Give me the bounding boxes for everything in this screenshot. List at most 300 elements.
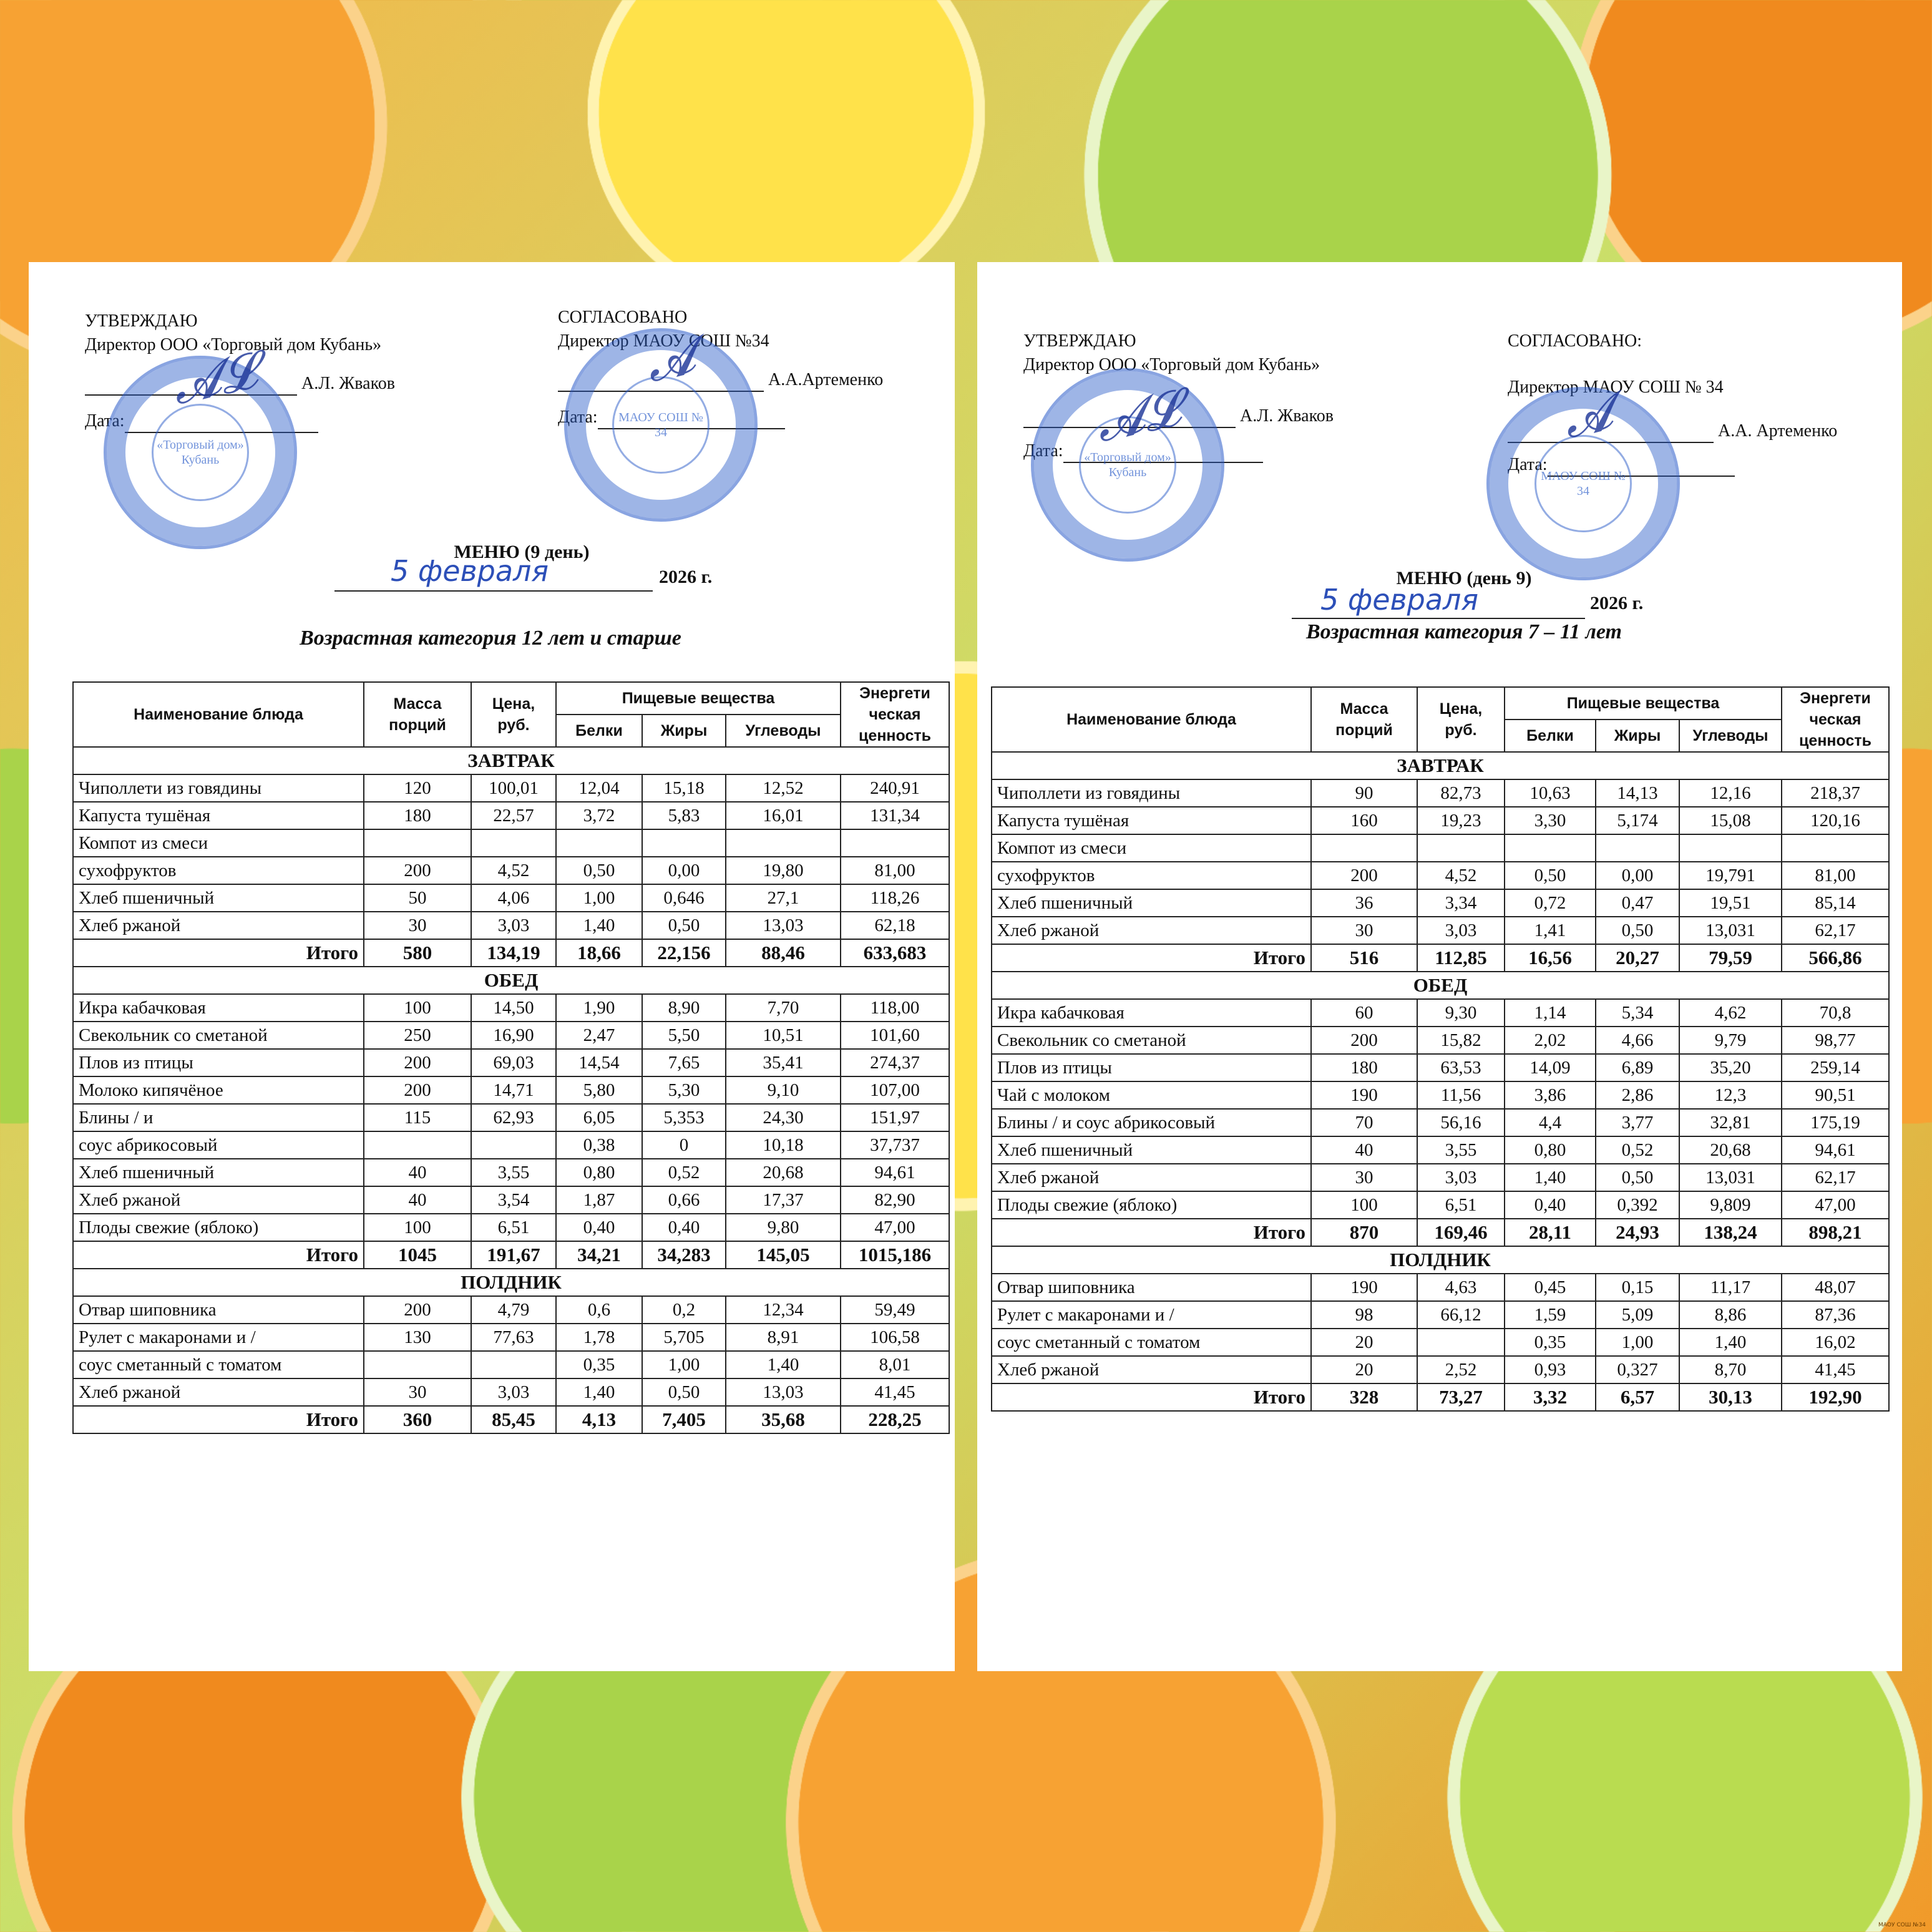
value-cell: 20: [1311, 1356, 1417, 1383]
section-header-row: [73, 1269, 949, 1296]
value-cell: 47,00: [1782, 1191, 1889, 1219]
col-header-price: Цена, руб.: [471, 682, 556, 747]
dish-name-cell: Хлеб пшеничный: [992, 1136, 1311, 1164]
value-cell: 13,03: [726, 1378, 841, 1406]
total-value: 138,24: [1679, 1219, 1782, 1246]
total-value: 192,90: [1782, 1383, 1889, 1411]
table-row: [73, 1214, 949, 1241]
value-cell: 94,61: [841, 1159, 949, 1186]
menu-table: [72, 681, 950, 1434]
dish-name-cell: Хлеб ржаной: [992, 1356, 1311, 1383]
dish-name-cell: Капуста тушёная: [992, 807, 1311, 834]
value-cell: [1596, 834, 1679, 862]
value-cell: 0,327: [1596, 1356, 1679, 1383]
value-cell: 3,55: [471, 1159, 556, 1186]
dish-name-cell: Икра кабачковая: [992, 999, 1311, 1027]
value-cell: 8,86: [1679, 1301, 1782, 1329]
value-cell: [1505, 834, 1596, 862]
total-value: 4,13: [556, 1406, 642, 1433]
table-row: [992, 917, 1889, 944]
value-cell: 0,50: [642, 1378, 726, 1406]
menu-sheet-7-11: [977, 262, 1902, 1671]
signature-artemenko: 𝓐: [641, 326, 701, 394]
value-cell: 77,63: [471, 1324, 556, 1351]
total-value: 30,13: [1679, 1383, 1782, 1411]
value-cell: [1417, 1329, 1505, 1356]
section-header-row: [992, 752, 1889, 779]
section-title: ОБЕД: [73, 967, 949, 994]
table-row: [992, 1164, 1889, 1191]
value-cell: 0,50: [1596, 1164, 1679, 1191]
table-row: [73, 1324, 949, 1351]
value-cell: 4,52: [1417, 862, 1505, 889]
total-value: 7,405: [642, 1406, 726, 1433]
value-cell: 0,47: [1596, 889, 1679, 917]
value-cell: 0,40: [556, 1214, 642, 1241]
value-cell: 4,62: [1679, 999, 1782, 1027]
value-cell: 69,03: [471, 1049, 556, 1076]
total-value: 20,27: [1596, 944, 1679, 972]
value-cell: 41,45: [841, 1378, 949, 1406]
value-cell: 100: [1311, 1191, 1417, 1219]
value-cell: [364, 1351, 471, 1378]
value-cell: 3,03: [471, 1378, 556, 1406]
value-cell: 100: [364, 1214, 471, 1241]
value-cell: [364, 829, 471, 857]
total-label: Итого: [992, 944, 1311, 972]
total-label: Итого: [73, 939, 364, 967]
value-cell: 90: [1311, 779, 1417, 807]
menu-date-handwritten: 5 февраля: [391, 554, 549, 588]
value-cell: 131,34: [841, 802, 949, 829]
value-cell: 259,14: [1782, 1054, 1889, 1081]
value-cell: 0,93: [1505, 1356, 1596, 1383]
dish-name-cell: соус абрикосовый: [73, 1131, 364, 1159]
dish-name-cell: Рулет с макаронами и /: [992, 1301, 1311, 1329]
value-cell: 0,50: [1596, 917, 1679, 944]
table-row: [73, 1022, 949, 1049]
total-value: 35,68: [726, 1406, 841, 1433]
value-cell: 0,52: [642, 1159, 726, 1186]
value-cell: 98,77: [1782, 1027, 1889, 1054]
table-row: [73, 994, 949, 1022]
value-cell: 19,51: [1679, 889, 1782, 917]
value-cell: 0,00: [642, 857, 726, 884]
value-cell: 19,791: [1679, 862, 1782, 889]
value-cell: 0,52: [1596, 1136, 1679, 1164]
table-row: [73, 829, 949, 857]
value-cell: [1417, 834, 1505, 862]
value-cell: 200: [1311, 862, 1417, 889]
value-cell: 4,52: [471, 857, 556, 884]
value-cell: 30: [1311, 1164, 1417, 1191]
total-label: Итого: [992, 1219, 1311, 1246]
value-cell: 180: [1311, 1054, 1417, 1081]
value-cell: [1679, 834, 1782, 862]
value-cell: 15,08: [1679, 807, 1782, 834]
value-cell: 50: [364, 884, 471, 912]
value-cell: 48,07: [1782, 1274, 1889, 1301]
value-cell: 180: [364, 802, 471, 829]
col-header-nutrients: Пищевые вещества: [556, 682, 841, 715]
dish-name-cell: Свекольник со сметаной: [992, 1027, 1311, 1054]
total-value: 870: [1311, 1219, 1417, 1246]
value-cell: 14,71: [471, 1076, 556, 1104]
total-value: 34,21: [556, 1241, 642, 1269]
value-cell: 82,90: [841, 1186, 949, 1214]
agreed-name: А.А. Артеменко: [1718, 421, 1838, 441]
value-cell: 62,17: [1782, 917, 1889, 944]
value-cell: 30: [1311, 917, 1417, 944]
value-cell: 12,3: [1679, 1081, 1782, 1109]
value-cell: 16,02: [1782, 1329, 1889, 1356]
value-cell: 160: [1311, 807, 1417, 834]
total-row: [992, 944, 1889, 972]
value-cell: 37,737: [841, 1131, 949, 1159]
value-cell: 13,031: [1679, 1164, 1782, 1191]
value-cell: 120,16: [1782, 807, 1889, 834]
stamp-trade-house: «Торговый дом» Кубань: [104, 356, 297, 549]
value-cell: 6,05: [556, 1104, 642, 1131]
total-row: [73, 1406, 949, 1433]
footer-tag: МАОУ СОШ №34: [1878, 1922, 1926, 1928]
value-cell: 22,57: [471, 802, 556, 829]
table-row: [73, 1104, 949, 1131]
value-cell: [364, 1131, 471, 1159]
value-cell: 1,00: [1596, 1329, 1679, 1356]
table-row: [992, 889, 1889, 917]
value-cell: 106,58: [841, 1324, 949, 1351]
dish-name-cell: Хлеб пшеничный: [992, 889, 1311, 917]
value-cell: 5,09: [1596, 1301, 1679, 1329]
value-cell: 1,14: [1505, 999, 1596, 1027]
section-header-row: [73, 967, 949, 994]
value-cell: 66,12: [1417, 1301, 1505, 1329]
table-row: [992, 999, 1889, 1027]
value-cell: 12,52: [726, 774, 841, 802]
menu-year: 2026 г.: [659, 567, 713, 587]
value-cell: 15,82: [1417, 1027, 1505, 1054]
value-cell: 4,06: [471, 884, 556, 912]
dish-name-cell: сухофруктов: [992, 862, 1311, 889]
age-category: Возрастная категория 7 – 11 лет: [1305, 620, 1622, 643]
value-cell: 70: [1311, 1109, 1417, 1136]
col-header-protein: Белки: [556, 715, 642, 747]
value-cell: 11,17: [1679, 1274, 1782, 1301]
dish-name-cell: Свекольник со сметаной: [73, 1022, 364, 1049]
table-row: [73, 857, 949, 884]
total-value: 88,46: [726, 939, 841, 967]
value-cell: 1,87: [556, 1186, 642, 1214]
dish-name-cell: Чиполлети из говядины: [73, 774, 364, 802]
value-cell: 15,18: [642, 774, 726, 802]
dish-name-cell: Чиполлети из говядины: [992, 779, 1311, 807]
value-cell: 1,00: [556, 884, 642, 912]
value-cell: 200: [1311, 1027, 1417, 1054]
menu-title: МЕНЮ (день 9): [1396, 568, 1532, 588]
dish-name-cell: соус сметанный с томатом: [992, 1329, 1311, 1356]
total-value: 6,57: [1596, 1383, 1679, 1411]
value-cell: 9,10: [726, 1076, 841, 1104]
total-value: 73,27: [1417, 1383, 1505, 1411]
value-cell: 218,37: [1782, 779, 1889, 807]
value-cell: 5,83: [642, 802, 726, 829]
value-cell: 90,51: [1782, 1081, 1889, 1109]
value-cell: 0: [642, 1131, 726, 1159]
value-cell: 3,03: [471, 912, 556, 939]
value-cell: [642, 829, 726, 857]
value-cell: 41,45: [1782, 1356, 1889, 1383]
value-cell: 1,78: [556, 1324, 642, 1351]
table-row: [73, 774, 949, 802]
value-cell: 14,13: [1596, 779, 1679, 807]
value-cell: 30: [364, 1378, 471, 1406]
table-row: [992, 1054, 1889, 1081]
value-cell: 0,00: [1596, 862, 1679, 889]
value-cell: 3,72: [556, 802, 642, 829]
value-cell: 0,45: [1505, 1274, 1596, 1301]
value-cell: 13,03: [726, 912, 841, 939]
agreed-position: Директор МАОУ СОШ № 34: [1508, 378, 1724, 397]
value-cell: 20,68: [726, 1159, 841, 1186]
total-value: 566,86: [1782, 944, 1889, 972]
value-cell: 0,66: [642, 1186, 726, 1214]
section-title: ЗАВТРАК: [73, 747, 949, 774]
value-cell: 4,66: [1596, 1027, 1679, 1054]
dish-name-cell: Плоды свежие (яблоко): [73, 1214, 364, 1241]
value-cell: 9,809: [1679, 1191, 1782, 1219]
value-cell: 250: [364, 1022, 471, 1049]
total-label: Итого: [992, 1383, 1311, 1411]
value-cell: 32,81: [1679, 1109, 1782, 1136]
total-value: 169,46: [1417, 1219, 1505, 1246]
value-cell: 1,40: [556, 1378, 642, 1406]
section-header-row: [992, 972, 1889, 999]
value-cell: 5,80: [556, 1076, 642, 1104]
value-cell: 7,70: [726, 994, 841, 1022]
value-cell: 2,52: [1417, 1356, 1505, 1383]
total-value: 633,683: [841, 939, 949, 967]
col-header-name: Наименование блюда: [73, 682, 364, 747]
dish-name-cell: Компот из смеси: [992, 834, 1311, 862]
table-row: [992, 834, 1889, 862]
table-row: [73, 884, 949, 912]
approve-name: А.Л. Жваков: [301, 374, 395, 393]
value-cell: 8,01: [841, 1351, 949, 1378]
value-cell: 56,16: [1417, 1109, 1505, 1136]
dish-name-cell: Отвар шиповника: [992, 1274, 1311, 1301]
value-cell: 14,50: [471, 994, 556, 1022]
value-cell: 100: [364, 994, 471, 1022]
table-row: [992, 1109, 1889, 1136]
col-header-mass: Масса порций: [1311, 687, 1417, 752]
value-cell: 2,47: [556, 1022, 642, 1049]
col-header-carbs: Углеводы: [726, 715, 841, 747]
total-value: 3,32: [1505, 1383, 1596, 1411]
table-row: [992, 1081, 1889, 1109]
value-cell: 8,90: [642, 994, 726, 1022]
value-cell: 200: [364, 1076, 471, 1104]
value-cell: 8,70: [1679, 1356, 1782, 1383]
signature-artemenko: 𝓐: [1558, 382, 1618, 450]
table-row: [73, 1131, 949, 1159]
total-value: 16,56: [1505, 944, 1596, 972]
dish-name-cell: Компот из смеси: [73, 829, 364, 857]
value-cell: 12,04: [556, 774, 642, 802]
dish-name-cell: сухофруктов: [73, 857, 364, 884]
table-row: [992, 779, 1889, 807]
value-cell: 8,91: [726, 1324, 841, 1351]
value-cell: 10,63: [1505, 779, 1596, 807]
total-row: [992, 1383, 1889, 1411]
value-cell: [471, 1131, 556, 1159]
dish-name-cell: Блины / и: [73, 1104, 364, 1131]
agreed-name: А.А.Артеменко: [768, 370, 884, 389]
value-cell: 0,2: [642, 1296, 726, 1324]
col-header-nutrients: Пищевые вещества: [1505, 687, 1782, 720]
menu-date-handwritten: 5 февраля: [1320, 583, 1479, 617]
value-cell: 10,51: [726, 1022, 841, 1049]
value-cell: 3,55: [1417, 1136, 1505, 1164]
table-row: [73, 1076, 949, 1104]
value-cell: 16,01: [726, 802, 841, 829]
stamp-trade-house: «Торговый дом» Кубань: [1031, 368, 1224, 562]
dish-name-cell: Хлеб пшеничный: [73, 1159, 364, 1186]
value-cell: [726, 829, 841, 857]
value-cell: 6,51: [1417, 1191, 1505, 1219]
value-cell: 9,79: [1679, 1027, 1782, 1054]
dish-name-cell: Рулет с макаронами и /: [73, 1324, 364, 1351]
value-cell: 3,03: [1417, 917, 1505, 944]
value-cell: 1,59: [1505, 1301, 1596, 1329]
dish-name-cell: соус сметанный с томатом: [73, 1351, 364, 1378]
table-row: [992, 1329, 1889, 1356]
value-cell: 7,65: [642, 1049, 726, 1076]
dish-name-cell: Отвар шиповника: [73, 1296, 364, 1324]
value-cell: 5,50: [642, 1022, 726, 1049]
value-cell: 151,97: [841, 1104, 949, 1131]
value-cell: 0,15: [1596, 1274, 1679, 1301]
value-cell: 14,09: [1505, 1054, 1596, 1081]
dish-name-cell: Хлеб ржаной: [73, 912, 364, 939]
menu-sheet-12-plus: [29, 262, 955, 1671]
value-cell: 0,50: [642, 912, 726, 939]
value-cell: 4,79: [471, 1296, 556, 1324]
value-cell: 98: [1311, 1301, 1417, 1329]
dish-name-cell: Блины / и соус абрикосовый: [992, 1109, 1311, 1136]
value-cell: 40: [364, 1159, 471, 1186]
value-cell: 6,51: [471, 1214, 556, 1241]
value-cell: 200: [364, 857, 471, 884]
value-cell: 115: [364, 1104, 471, 1131]
value-cell: 175,19: [1782, 1109, 1889, 1136]
value-cell: 60: [1311, 999, 1417, 1027]
total-value: 1015,186: [841, 1241, 949, 1269]
value-cell: 4,4: [1505, 1109, 1596, 1136]
total-value: 360: [364, 1406, 471, 1433]
col-header-fat: Жиры: [642, 715, 726, 747]
menu-table: [991, 686, 1890, 1412]
value-cell: 19,80: [726, 857, 841, 884]
value-cell: 190: [1311, 1274, 1417, 1301]
total-value: 898,21: [1782, 1219, 1889, 1246]
value-cell: 0,80: [556, 1159, 642, 1186]
value-cell: [1782, 834, 1889, 862]
value-cell: 1,00: [642, 1351, 726, 1378]
value-cell: 3,03: [1417, 1164, 1505, 1191]
total-value: 516: [1311, 944, 1417, 972]
value-cell: 87,36: [1782, 1301, 1889, 1329]
age-category: Возрастная категория 12 лет и старше: [300, 627, 681, 650]
value-cell: 6,89: [1596, 1054, 1679, 1081]
agreed-label: СОГЛАСОВАНО: [558, 308, 688, 327]
dish-name-cell: Плоды свежие (яблоко): [992, 1191, 1311, 1219]
value-cell: 62,17: [1782, 1164, 1889, 1191]
value-cell: 190: [1311, 1081, 1417, 1109]
value-cell: 274,37: [841, 1049, 949, 1076]
approve-date-label: Дата:: [85, 411, 125, 431]
table-row: [992, 1301, 1889, 1329]
section-title: ПОЛДНИК: [73, 1269, 949, 1296]
section-header-row: [992, 1246, 1889, 1274]
value-cell: 70,8: [1782, 999, 1889, 1027]
value-cell: 27,1: [726, 884, 841, 912]
dish-name-cell: Хлеб ржаной: [73, 1378, 364, 1406]
section-title: ЗАВТРАК: [992, 752, 1889, 779]
total-row: [73, 939, 949, 967]
value-cell: 63,53: [1417, 1054, 1505, 1081]
total-label: Итого: [73, 1241, 364, 1269]
value-cell: 0,35: [556, 1351, 642, 1378]
col-header-name: Наименование блюда: [992, 687, 1311, 752]
table-row: [73, 1049, 949, 1076]
value-cell: 1,40: [1505, 1164, 1596, 1191]
table-row: [73, 1186, 949, 1214]
dish-name-cell: Хлеб пшеничный: [73, 884, 364, 912]
value-cell: 5,174: [1596, 807, 1679, 834]
value-cell: [1311, 834, 1417, 862]
col-header-energy: Энергети ческая ценность: [1782, 687, 1889, 752]
stamp-school: МАОУ СОШ № 34: [564, 328, 758, 522]
value-cell: 62,18: [841, 912, 949, 939]
table-row: [992, 1027, 1889, 1054]
table-row: [73, 1159, 949, 1186]
value-cell: 0,646: [642, 884, 726, 912]
value-cell: 1,40: [556, 912, 642, 939]
value-cell: 35,20: [1679, 1054, 1782, 1081]
value-cell: 240,91: [841, 774, 949, 802]
value-cell: [471, 829, 556, 857]
total-value: 85,45: [471, 1406, 556, 1433]
total-value: 18,66: [556, 939, 642, 967]
value-cell: 3,30: [1505, 807, 1596, 834]
table-row: [992, 1274, 1889, 1301]
total-value: 79,59: [1679, 944, 1782, 972]
dish-name-cell: Плов из птицы: [992, 1054, 1311, 1081]
total-value: 228,25: [841, 1406, 949, 1433]
value-cell: 12,34: [726, 1296, 841, 1324]
total-value: 112,85: [1417, 944, 1505, 972]
value-cell: 0,50: [556, 857, 642, 884]
col-header-carbs: Углеводы: [1679, 720, 1782, 752]
dish-name-cell: Икра кабачковая: [73, 994, 364, 1022]
value-cell: 130: [364, 1324, 471, 1351]
approve-name: А.Л. Жваков: [1240, 406, 1334, 426]
value-cell: 40: [1311, 1136, 1417, 1164]
value-cell: 5,705: [642, 1324, 726, 1351]
agreed-position: Директор МАОУ СОШ №34: [558, 331, 769, 351]
value-cell: 120: [364, 774, 471, 802]
